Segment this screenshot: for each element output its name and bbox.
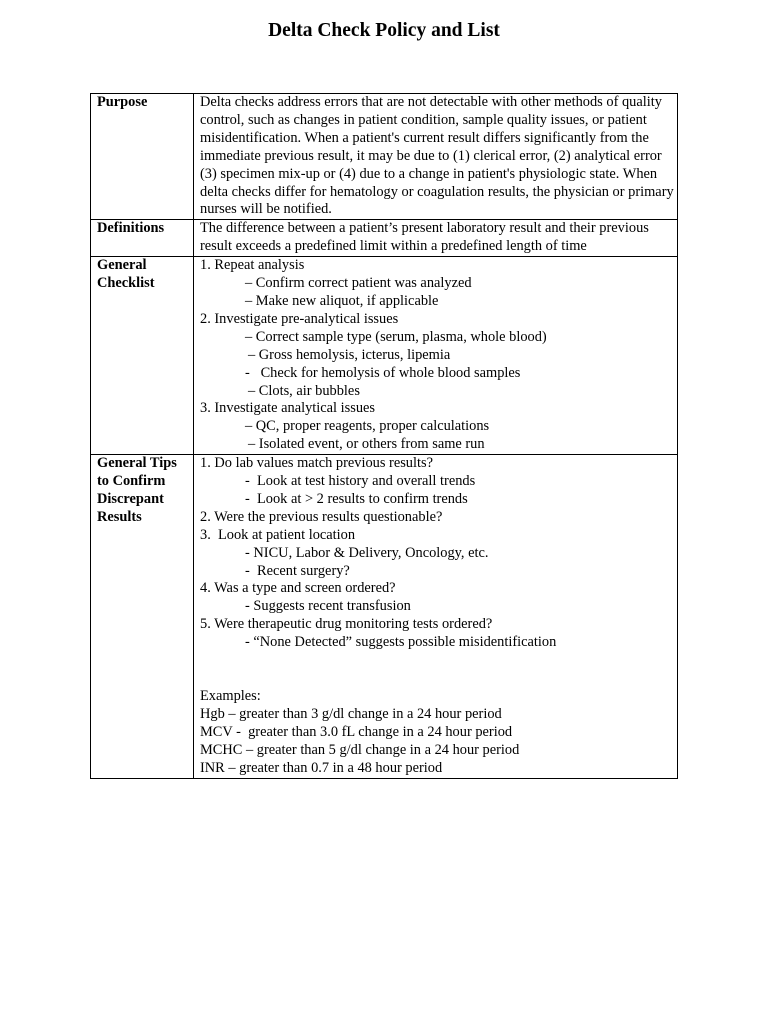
general-checklist-label: [91, 257, 194, 455]
table-row-general-checklist: [91, 257, 678, 455]
example-item: Hgb – greater than 3 g/dl change in a 24 hour period: [200, 706, 502, 722]
definitions-label: Definitions: [91, 220, 194, 257]
document-title: Delta Check Policy and List: [268, 20, 500, 41]
tip-item: - NICU, Labor & Delivery, Oncology, etc.: [245, 544, 489, 561]
table-row-purpose: [91, 94, 678, 220]
table-row-definitions: [91, 220, 678, 257]
example-item: INR – greater than 0.7 in a 48 hour period: [200, 759, 443, 776]
tip-step: 5. Were therapeutic drug monitoring tests ordered?: [200, 616, 493, 633]
tip-item: - Suggests recent transfusion: [245, 598, 411, 615]
tip-step: 3. Look at patient location: [200, 526, 356, 543]
tip-item: - Look at > 2 results to confirm trends: [245, 490, 468, 507]
general-tips-content: [194, 455, 678, 779]
general-checklist-content: [194, 257, 678, 455]
tip-item: - Recent surgery?: [245, 562, 350, 579]
purpose-text: Delta checks address errors that are not detectable with other methods of quality control, such as changes in patient condition, sample quality issues, or patient misidentification. When a patient's current result differs significantly from the immediate previous result, it may be due to (1) clerical error, (2) analytical error (3) specimen mix-up or (4) due to a change in patient's physiologic state. When delta checks differ for hematology or coagulation results, the physician or primary nurses will be notified.: [194, 94, 678, 220]
label-line: General: [97, 257, 147, 274]
example-item: MCV - greater than 3.0 fL change in a 24 hour period: [200, 723, 513, 740]
examples-heading: Examples:: [200, 688, 261, 705]
label-line: to Confirm: [97, 473, 166, 490]
checklist-item: – Gross hemolysis, icterus, lipemia: [248, 346, 451, 363]
checklist-step: 2. Investigate pre-analytical issues: [200, 310, 399, 327]
label-line: Results: [97, 508, 142, 525]
checklist-item: – Confirm correct patient was analyzed: [245, 275, 472, 292]
tip-step: 4. Was a type and screen ordered?: [200, 580, 396, 597]
general-tips-label: [91, 455, 194, 779]
checklist-step: 1. Repeat analysis: [200, 257, 305, 274]
example-item: MCHC – greater than 5 g/dl change in a 24 hour period: [200, 741, 520, 758]
purpose-label: Purpose: [91, 94, 194, 220]
label-line: General Tips: [97, 455, 177, 472]
checklist-item: – Make new aliquot, if applicable: [245, 292, 439, 309]
tip-item: - Look at test history and overall trends: [245, 473, 476, 490]
table-row-general-tips: [91, 455, 678, 779]
checklist-item: – Isolated event, or others from same run: [248, 436, 485, 453]
spacer: [200, 652, 677, 688]
checklist-step: 3. Investigate analytical issues: [200, 400, 376, 417]
checklist-item: – Clots, air bubbles: [248, 382, 360, 399]
label-line: Checklist: [97, 275, 155, 292]
checklist-item: – Correct sample type (serum, plasma, whole blood): [245, 328, 547, 345]
tip-step: 1. Do lab values match previous results?: [200, 455, 433, 472]
tip-item: - “None Detected” suggests possible misidentification: [245, 634, 557, 651]
checklist-item: - Check for hemolysis of whole blood samples: [245, 364, 521, 381]
delta-check-table: [90, 93, 678, 779]
checklist-item: – QC, proper reagents, proper calculations: [245, 418, 490, 435]
label-line: Discrepant: [97, 490, 164, 507]
definitions-text: The difference between a patient’s present laboratory result and their previous result exceeds a predefined limit within a predefined length of time: [194, 220, 678, 257]
tip-step: 2. Were the previous results questionable?: [200, 508, 443, 525]
